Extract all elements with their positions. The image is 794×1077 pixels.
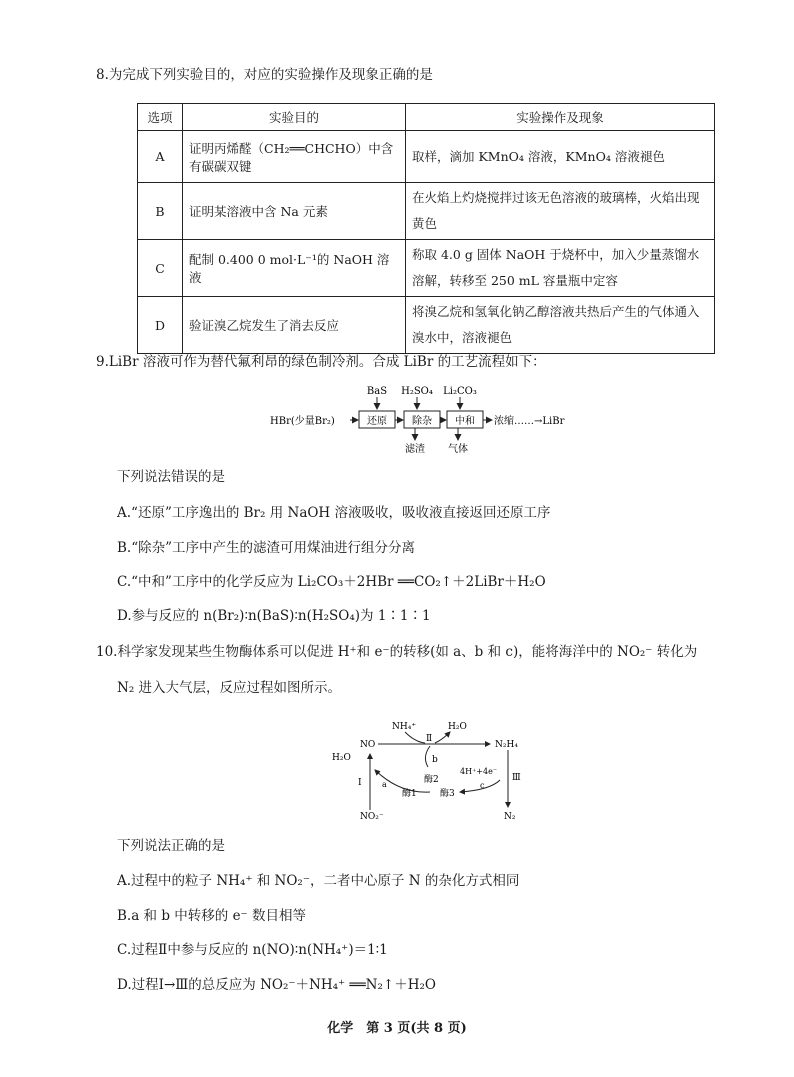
enzyme-2: 酶2 — [424, 775, 439, 785]
q9-option-c: C.“中和”工序中的化学反应为 Li₂CO₃＋2HBr ══CO₂↑＋2LiBr＋H₂O — [117, 574, 546, 590]
flow-add-li2co3: Li₂CO₃ — [443, 386, 477, 397]
row-operation: 取样，滴加 KMnO₄ 溶液，KMnO₄ 溶液褪色 — [406, 131, 715, 183]
flow-input: HBr(少量Br₂) — [270, 416, 335, 427]
row-operation: 将溴乙烷和氢氧化钠乙醇溶液共热后产生的气体通入溴水中，溶液褪色 — [406, 297, 715, 354]
flow-box1-label: 还原 — [367, 416, 387, 427]
row-option: A — [138, 131, 183, 183]
step-3-label: Ⅲ — [512, 773, 521, 783]
label-n2h4: N₂H₄ — [495, 740, 518, 750]
q8-stem: 8.为完成下列实验目的，对应的实验操作及现象正确的是 — [96, 67, 433, 83]
row-operation: 称取 4.0 g 固体 NaOH 于烧杯中，加入少量蒸馏水溶解，转移至 250 mL 容量瓶中定容 — [406, 240, 715, 297]
row-goal: 配制 0.400 0 mol·L⁻¹的 NaOH 溶液 — [183, 240, 406, 297]
step-2-label: Ⅱ — [426, 734, 433, 744]
reaction-cycle-diagram — [330, 712, 530, 822]
label-h2o-left: H₂O — [332, 753, 351, 763]
row-option: D — [138, 297, 183, 354]
q10-prompt: 下列说法正确的是 — [117, 838, 225, 854]
flow-add-h2so4: H₂SO₄ — [401, 386, 433, 397]
table-row — [138, 240, 715, 297]
q10-option-d: D.过程Ⅰ→Ⅲ的总反应为 NO₂⁻＋NH₄⁺ ══N₂↑＋H₂O — [117, 977, 436, 993]
header-operation: 实验操作及现象 — [406, 104, 715, 131]
experiment-table — [137, 103, 715, 354]
label-n2: N₂ — [504, 812, 516, 822]
q10-option-a: A.过程中的粒子 NH₄⁺ 和 NO₂⁻，二者中心原子 N 的杂化方式相同 — [117, 873, 520, 889]
page-footer: 化学 第 3 页(共 8 页) — [327, 1021, 467, 1036]
label-no2: NO₂⁻ — [360, 812, 384, 822]
q9-option-a: A.“还原”工序逸出的 Br₂ 用 NaOH 溶液吸收，吸收液直接返回还原工序 — [117, 505, 551, 521]
row-goal: 证明某溶液中含 Na 元素 — [183, 183, 406, 240]
row-operation: 在火焰上灼烧搅拌过该无色溶液的玻璃棒，火焰出现黄色 — [406, 183, 715, 240]
label-no: NO — [360, 740, 376, 750]
table-row — [138, 131, 715, 183]
row-option: B — [138, 183, 183, 240]
libr-flow-diagram — [270, 382, 600, 456]
flow-box2-label: 除杂 — [412, 416, 432, 427]
flow-add-bas: BaS — [366, 386, 388, 397]
step-1-label: Ⅰ — [358, 778, 362, 788]
row-option: C — [138, 240, 183, 297]
row-goal: 证明丙烯醛（CH₂══CHCHO）中含有碳碳双键 — [183, 131, 406, 183]
label-h2o-top: H₂O — [448, 722, 467, 732]
header-option: 选项 — [138, 104, 183, 131]
transfer-c: c — [480, 781, 485, 790]
q10-option-c: C.过程Ⅱ中参与反应的 n(NO)∶n(NH₄⁺)＝1∶1 — [117, 942, 388, 958]
transfer-b: b — [432, 755, 438, 765]
header-goal: 实验目的 — [183, 104, 406, 131]
flow-tail: 浓缩……→LiBr — [494, 416, 565, 427]
table-header-row — [138, 104, 715, 131]
q9-stem: 9.LiBr 溶液可作为替代氟利昂的绿色制冷剂。合成 LiBr 的工艺流程如下： — [96, 354, 546, 370]
flow-out-residue: 滤渣 — [405, 444, 425, 455]
flow-box3-label: 中和 — [455, 416, 475, 427]
q10-stem-line2: N₂ 进入大气层，反应过程如图所示。 — [117, 680, 342, 696]
label-nh4: NH₄⁺ — [392, 722, 417, 732]
q9-option-d: D.参与反应的 n(Br₂)∶n(BaS)∶n(H₂SO₄)为 1∶1∶1 — [117, 608, 431, 624]
q10-stem-line1: 10.科学家发现某些生物酶体系可以促进 H⁺和 e⁻的转移(如 a、b 和 c)，能将海洋中的 NO₂⁻ 转化为 — [96, 644, 698, 660]
q10-option-b: B.a 和 b 中转移的 e⁻ 数目相等 — [117, 908, 306, 924]
row-goal: 验证溴乙烷发生了消去反应 — [183, 297, 406, 354]
enzyme-1: 酶1 — [402, 789, 417, 799]
label-h-e: 4H⁺+4e⁻ — [460, 767, 498, 776]
enzyme-3: 酶3 — [440, 789, 455, 799]
flow-out-gas: 气体 — [448, 444, 468, 455]
transfer-a: a — [382, 780, 387, 789]
table-row — [138, 183, 715, 240]
q9-prompt: 下列说法错误的是 — [117, 469, 225, 485]
table-row — [138, 297, 715, 354]
q9-option-b: B.“除杂”工序中产生的滤渣可用煤油进行组分分离 — [117, 540, 416, 556]
